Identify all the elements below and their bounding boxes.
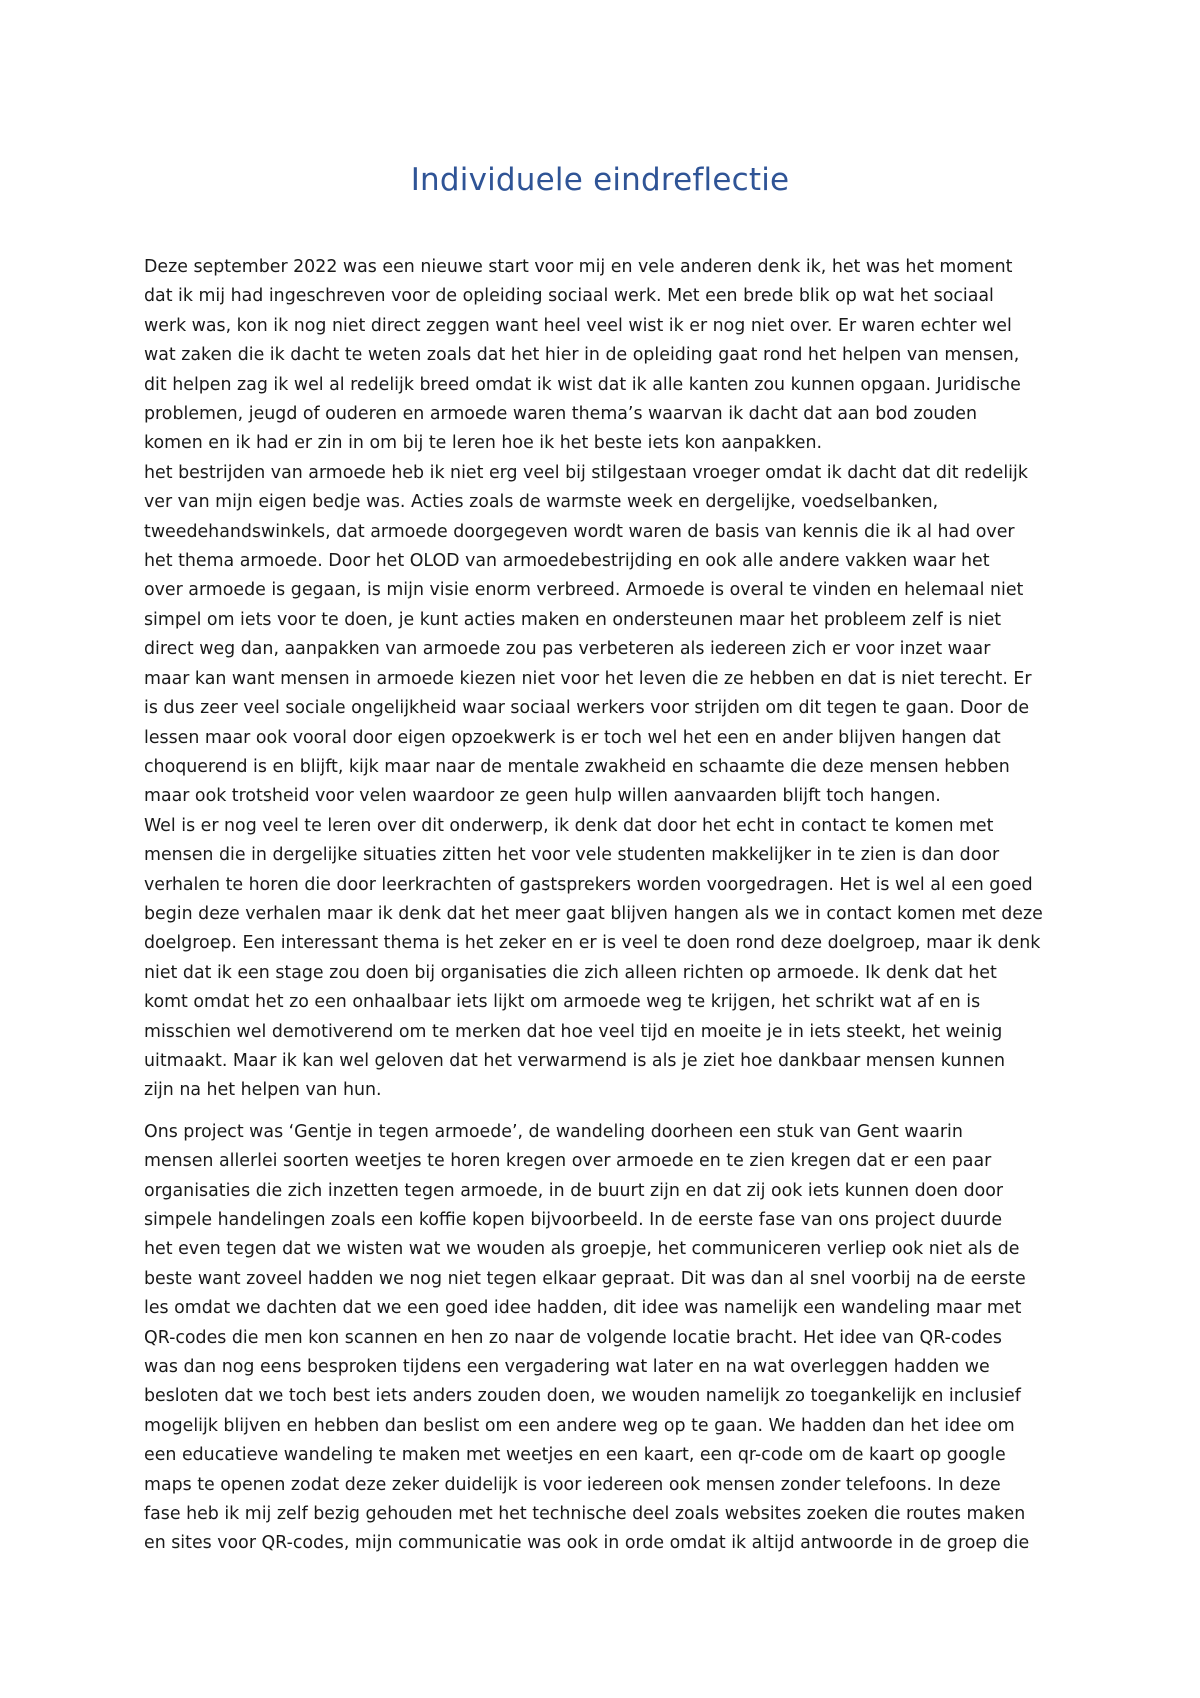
text-line: direct weg dan, aanpakken van armoede zou pas verbeteren als iedereen zich er voor inzet waar xyxy=(144,639,991,660)
text-line: mensen die in dergelijke situaties zitten het voor vele studenten makkelijker in te zien is dan door xyxy=(144,845,1000,866)
text-line: organisaties die zich inzetten tegen armoede, in de buurt zijn en dat zij ook iets kunnen doen door xyxy=(144,1180,1004,1201)
text-line: ver van mijn eigen bedje was. Acties zoals de warmste week en dergelijke, voedselbanken, xyxy=(144,492,939,513)
text-line: problemen, jeugd of ouderen en armoede waren thema’s waarvan ik dacht dat aan bod zouden xyxy=(144,404,977,425)
text-line: simpele handelingen zoals een koffie kopen bijvoorbeeld. In de eerste fase van ons project duurde xyxy=(144,1210,1003,1230)
text-line: een educatieve wandeling te maken met weetjes en een kaart, een qr-code om de kaart op google xyxy=(144,1445,1006,1466)
paragraph-2 xyxy=(144,459,1074,812)
text-line: zijn na het helpen van hun. xyxy=(144,1080,382,1101)
text-line: het even tegen dat we wisten wat we wouden als groepje, het communiceren verliep ook niet als de xyxy=(144,1239,1020,1260)
text-line: dit helpen zag ik wel al redelijk breed omdat ik wist dat ik alle kanten zou kunnen opgaan. Juridische xyxy=(144,374,1021,395)
text-line: lessen maar ook vooral door eigen opzoekwerk is er toch wel het een en ander blijven hangen dat xyxy=(144,727,1001,748)
paragraph-4 xyxy=(144,1118,1074,1559)
text-line: maps te openen zodat deze zeker duidelijk is voor iedereen ook mensen zonder telefoons. In deze xyxy=(144,1474,1001,1495)
paragraph-1 xyxy=(144,253,1074,459)
text-line: uitmaakt. Maar ik kan wel geloven dat het verwarmend is als je ziet hoe dankbaar mensen kunnen xyxy=(144,1050,1006,1071)
text-line: komt omdat het zo een onhaalbaar iets lijkt om armoede weg te krijgen, het schrikt wat af en is xyxy=(144,992,981,1013)
text-line: tweedehandswinkels, dat armoede doorgegeven wordt waren de basis van kennis die ik al had over xyxy=(144,521,1015,542)
document-body xyxy=(144,253,1074,1559)
page-title: Individuele eindreflectie xyxy=(410,162,790,198)
text-line: doelgroep. Een interessant thema is het zeker en er is veel te doen rond deze doelgroep, maar ik denk xyxy=(144,933,1041,954)
text-line: besloten dat we toch best iets anders zouden doen, we wouden namelijk zo toegankelijk en inclusief xyxy=(144,1386,1021,1407)
text-line: niet dat ik een stage zou doen bij organisaties die zich alleen richten op armoede. Ik denk dat het xyxy=(144,962,997,983)
text-line: wat zaken die ik dacht te weten zoals dat het hier in de opleiding gaat rond het helpen van mensen, xyxy=(144,345,1020,366)
text-line: mensen allerlei soorten weetjes te horen kregen over armoede en te zien kregen dat er een paar xyxy=(144,1151,992,1172)
text-line: en sites voor QR-codes, mijn communicatie was ook in orde omdat ik altijd antwoorde in de groep die xyxy=(144,1533,1030,1554)
text-line: was dan nog eens besproken tijdens een vergadering wat later en na wat overleggen hadden we xyxy=(144,1357,990,1378)
text-line: maar kan want mensen in armoede kiezen niet voor het leven die ze hebben en dat is niet terecht. Er xyxy=(144,668,1032,689)
text-line: het thema armoede. Door het OLOD van armoedebestrijding en ook alle andere vakken waar het xyxy=(144,551,990,572)
text-line: is dus zeer veel sociale ongelijkheid waar sociaal werkers voor strijden om dit tegen te gaan. Door de xyxy=(144,698,1030,719)
text-line: beste want zoveel hadden we nog niet tegen elkaar gepraat. Dit was dan al snel voorbij na de eerste xyxy=(144,1268,1026,1289)
text-line: Ons project was ‘Gentje in tegen armoede’, de wandeling doorheen een stuk van Gent waarin xyxy=(144,1121,963,1142)
text-line: QR-codes die men kon scannen en hen zo naar de volgende locatie bracht. Het idee van QR-codes xyxy=(144,1327,1002,1348)
text-line: choquerend is en blijft, kijk maar naar de mentale zwakheid en schaamte die deze mensen hebben xyxy=(144,756,1010,777)
text-line: begin deze verhalen maar ik denk dat het meer gaat blijven hangen als we in contact komen met deze xyxy=(144,903,1043,924)
text-line: werk was, kon ik nog niet direct zeggen want heel veel wist ik er nog niet over. Er waren echter wel xyxy=(144,315,1012,336)
text-line: komen en ik had er zin in om bij te leren hoe ik het beste iets kon aanpakken. xyxy=(144,433,823,454)
text-line: maar ook trotsheid voor velen waardoor ze geen hulp willen aanvaarden blijft toch hangen. xyxy=(144,786,941,807)
text-line: verhalen te horen die door leerkrachten of gastsprekers worden voorgedragen. Het is wel al een goed xyxy=(144,874,1033,895)
text-line: simpel om iets voor te doen, je kunt acties maken en ondersteunen maar het probleem zelf is niet xyxy=(144,609,1002,630)
text-line: misschien wel demotiverend om te merken dat hoe veel tijd en moeite je in iets steekt, het weinig xyxy=(144,1021,1003,1042)
text-line: les omdat we dachten dat we een goed idee hadden, dit idee was namelijk een wandeling maar met xyxy=(144,1298,1022,1319)
paragraph-3 xyxy=(144,812,1074,1106)
text-line: het bestrijden van armoede heb ik niet erg veel bij stilgestaan vroeger omdat ik dacht dat dit redelijk xyxy=(144,462,1028,483)
text-line: dat ik mij had ingeschreven voor de opleiding sociaal werk. Met een brede blik op wat het sociaal xyxy=(144,286,994,307)
text-line: fase heb ik mij zelf bezig gehouden met het technische deel zoals websites zoeken die routes maken xyxy=(144,1504,1026,1525)
text-line: Deze september 2022 was een nieuwe start voor mij en vele anderen denk ik, het was het moment xyxy=(144,257,1013,277)
text-line: over armoede is gegaan, is mijn visie enorm verbreed. Armoede is overal te vinden en helemaal niet xyxy=(144,580,1024,601)
text-line: Wel is er nog veel te leren over dit onderwerp, ik denk dat door het echt in contact te komen met xyxy=(144,815,994,836)
text-line: mogelijk blijven en hebben dan beslist om een andere weg op te gaan. We hadden dan het idee om xyxy=(144,1415,1015,1436)
